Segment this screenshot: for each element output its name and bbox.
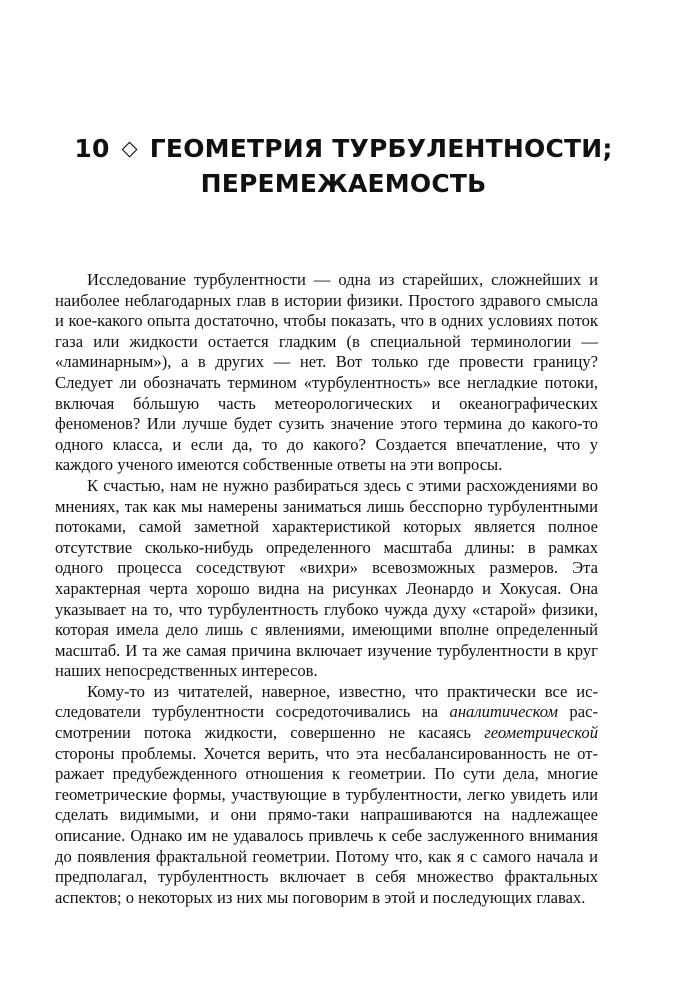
- chapter-title-line-2: ПЕРЕМЕЖАЕМОСТЬ: [200, 169, 487, 198]
- italic-term-analytical: аналитическом: [449, 702, 558, 722]
- chapter-title-line-1: [60, 132, 627, 167]
- chapter-body: [55, 270, 598, 908]
- paragraph-1: Исследование турбулентности — одна из старейших, сложнейших и наиболее неблагодарных глав в истории физики. Простого здравого смысла и кое-какого опыта достаточно, чтобы показать, что в одних условиях поток газа или жидкости остается гладким (в специальной терминологии — «ламинарным»), а в других — нет. Вот только где провести границу? Следует ли обозначать термином «турбулентность» все негладкие потоки, включая бóльшую часть метеорологических и океанографических феноменов? Или лучше будет сузить значение этого термина до какого-то одного класса, и если да, то до какого? Создается впечатление, что у каждого ученого имеются собственные ответы на эти вопросы.: [55, 270, 598, 475]
- paragraph-2: К счастью, нам не нужно разбираться здесь с этими расхождениями во мнениях, так как мы намерены заниматься лишь бесспорно турбулентными потоками, самой заметной характеристикой которых является полное отсутствие сколько-нибудь определенного масштаба длины: в рамках одного процесса соседствуют «вихри» всевозможных размеров. Эта характерная черта хорошо видна на рисунках Леонардо и Хокусая. Она указывает на то, что турбулентность глубоко чужда духу «старой» физики, которая имела дело лишь с явлениями, имеющими вполне определенный масштаб. И та же самая причина включает изучение турбулентности в круг наших непосредственных интересов.: [55, 475, 598, 681]
- diamond-separator-icon: ◇: [121, 136, 138, 160]
- paragraph-3: [55, 682, 598, 909]
- chapter-title-text-1: ГЕОМЕТРИЯ ТУРБУЛЕНТНОСТИ;: [149, 134, 613, 163]
- paragraph-3-part-1: Кому-то из читателей, наверное, известно, что практически все исследователи турбулентности сосредоточивались на: [55, 681, 598, 722]
- chapter-number: 10: [74, 134, 110, 163]
- paragraph-3-part-3: стороны проблемы. Хочется верить, что эта несбалансированность не отражает предубежденного отношения к геометрии. По сути дела, многие геометрические формы, участвующие в турбулентности, легко увидеть или сделать видимыми, и они прямо-таки напрашиваются на надлежащее описание. Однако им не удавалось привлечь к себе заслуженного внимания до появления фрактальной геометрии. Потому что, как я с самого начала и предполагал, турбулентность включает в себя множество фрактальных аспектов; о некоторых из них мы поговорим в этой и последующих главах.: [55, 743, 598, 907]
- italic-term-geometric: геометрической: [484, 723, 598, 743]
- chapter-title: [60, 132, 627, 200]
- paragraph-3-part-2: рассмотрении потока жидкости, совершенно не касаясь: [55, 702, 598, 743]
